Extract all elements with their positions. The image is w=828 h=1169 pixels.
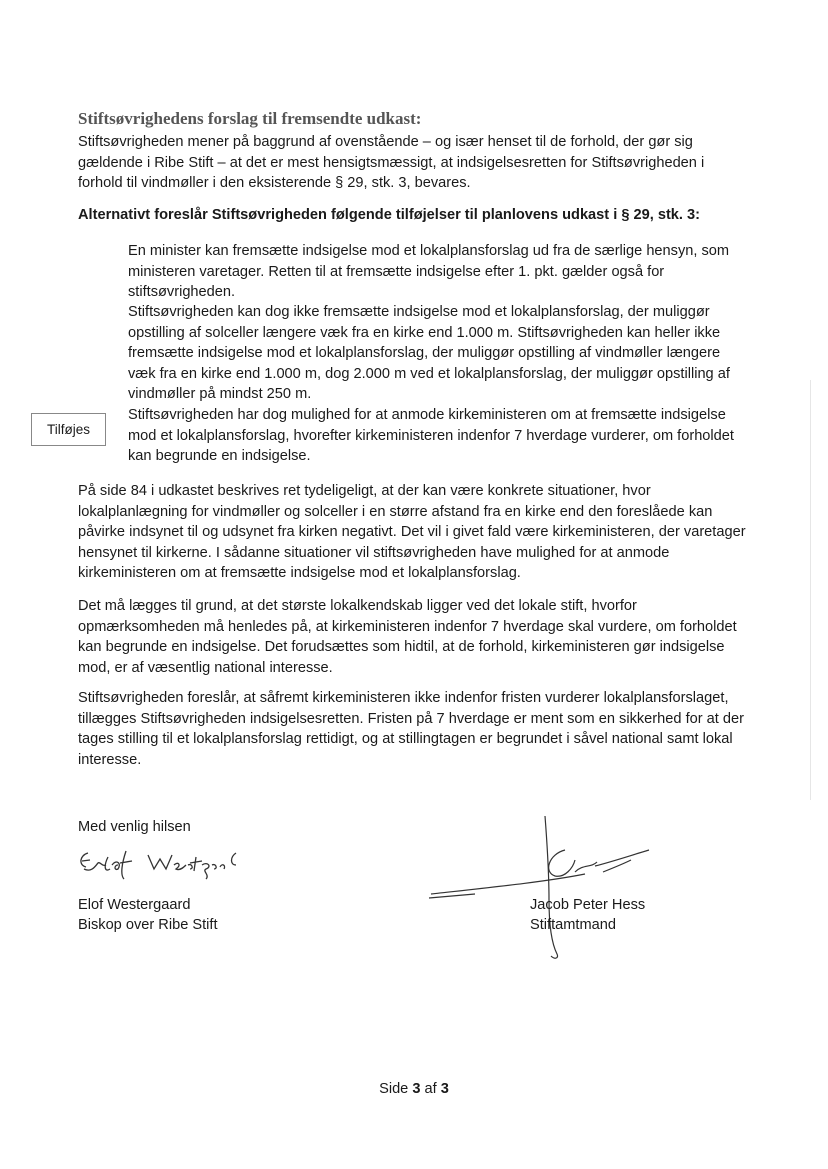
paragraph-2: På side 84 i udkastet beskrives ret tydeligeligt, at der kan være konkrete situationer, hvor lokalplanlægning for vindmøller og solceller i en større afstand fra en kirke end den foreslåede kan påvirke indsynet til og udsynet fra kirken negativt. Det vil i givet fald være kirkeministeren, der varetager hensynet til kirkerne. I sådanne situationer vil stiftsøvrigheden have mulighed for at anmode kirkeministeren om at fremsætte indsigelse mod et lokalplansforslag. [78,483,746,581]
signer-left-name: Elof Westergaard [78,897,191,913]
footer-current-page: 3 [412,1081,421,1097]
paragraph-4: Stiftsøvrigheden foreslår, at såfremt kirkeministeren ikke indenfor fristen vurderer lokalplansforslaget, tillægges Stiftsøvrigheden indsigelsesretten. Fristen på 7 hverdage er ment som en sikkerhed for at der tages stilling til et lokalplansforslag rettidigt, og at stillingtagen er begrundet i såvel national samt lokal interesse. [78,690,744,768]
margin-rule [810,380,811,800]
footer-prefix: Side [379,1081,413,1097]
closing: Med venlig hilsen [78,819,191,835]
quote-paragraph-2: Stiftsøvrigheden kan dog ikke fremsætte indsigelse mod et lokalplansforslag, der muliggør opstilling af solceller længere væk fra en kirke end 1.000 m. Stiftsøvrigheden kan heller ikke fremsætte indsigelse mod et lokalplansforslag, der muliggør opstilling af vindmøller længere væk fra en kirke end 1.000 m, dog 2.000 m ved et lokalplansforslag, der muliggør opstilling af vindmøller på mindst 250 m. [128,304,730,402]
footer-total-pages: 3 [440,1081,449,1097]
paragraph-intro: Stiftsøvrigheden mener på baggrund af ovenstående – og især henset til de forhold, der gør sig gældende i Ribe Stift – at det er mest hensigtsmæssigt, at indsigelsesretten for Stiftsøvrigheden i forhold til vindmøller i den eksisterende § 29, stk. 3, bevares. [78,134,705,191]
signer-right-title: Stiftamtmand [530,917,616,933]
section-heading: Stiftsøvrighedens forslag til fremsendte udkast: [78,109,422,128]
bold-heading: Alternativt foreslår Stiftsøvrigheden følgende tilføjelser til planlovens udkast i § 29, stk. 3: [78,207,701,223]
quote-paragraph-1: En minister kan fremsætte indsigelse mod et lokalplansforslag ud fra de særlige hensyn, som ministeren varetager. Retten til at fremsætte indsigelse efter 1. pkt. gælder også for stiftsøvrigheden. [128,243,730,300]
quote-paragraph-3: Stiftsøvrigheden har dog mulighed for at anmode kirkeministeren om at fremsætte indsigelse mod et lokalplansforslag, hvorefter kirkeministeren indenfor 7 hverdage vurderer, om forholdet kan begrunde en indsigelse. [128,407,734,464]
footer-middle: af [420,1081,441,1097]
signer-right-name: Jacob Peter Hess [530,897,646,913]
margin-tag: Tilføjes [31,413,106,446]
page-footer [0,1081,828,1097]
signer-left-title: Biskop over Ribe Stift [78,917,218,933]
paragraph-3: Det må lægges til grund, at det største lokalkendskab ligger ved det lokale stift, hvorfor opmærksomheden må henledes på, at kirkeministeren indenfor 7 hverdage skal vurdere, om forholdet kan begrunde en indsigelse. Det forudsættes som hidtil, at de forhold, kirkeministeren gør indsigelse mod, er af væsentlig national interesse. [78,598,737,676]
